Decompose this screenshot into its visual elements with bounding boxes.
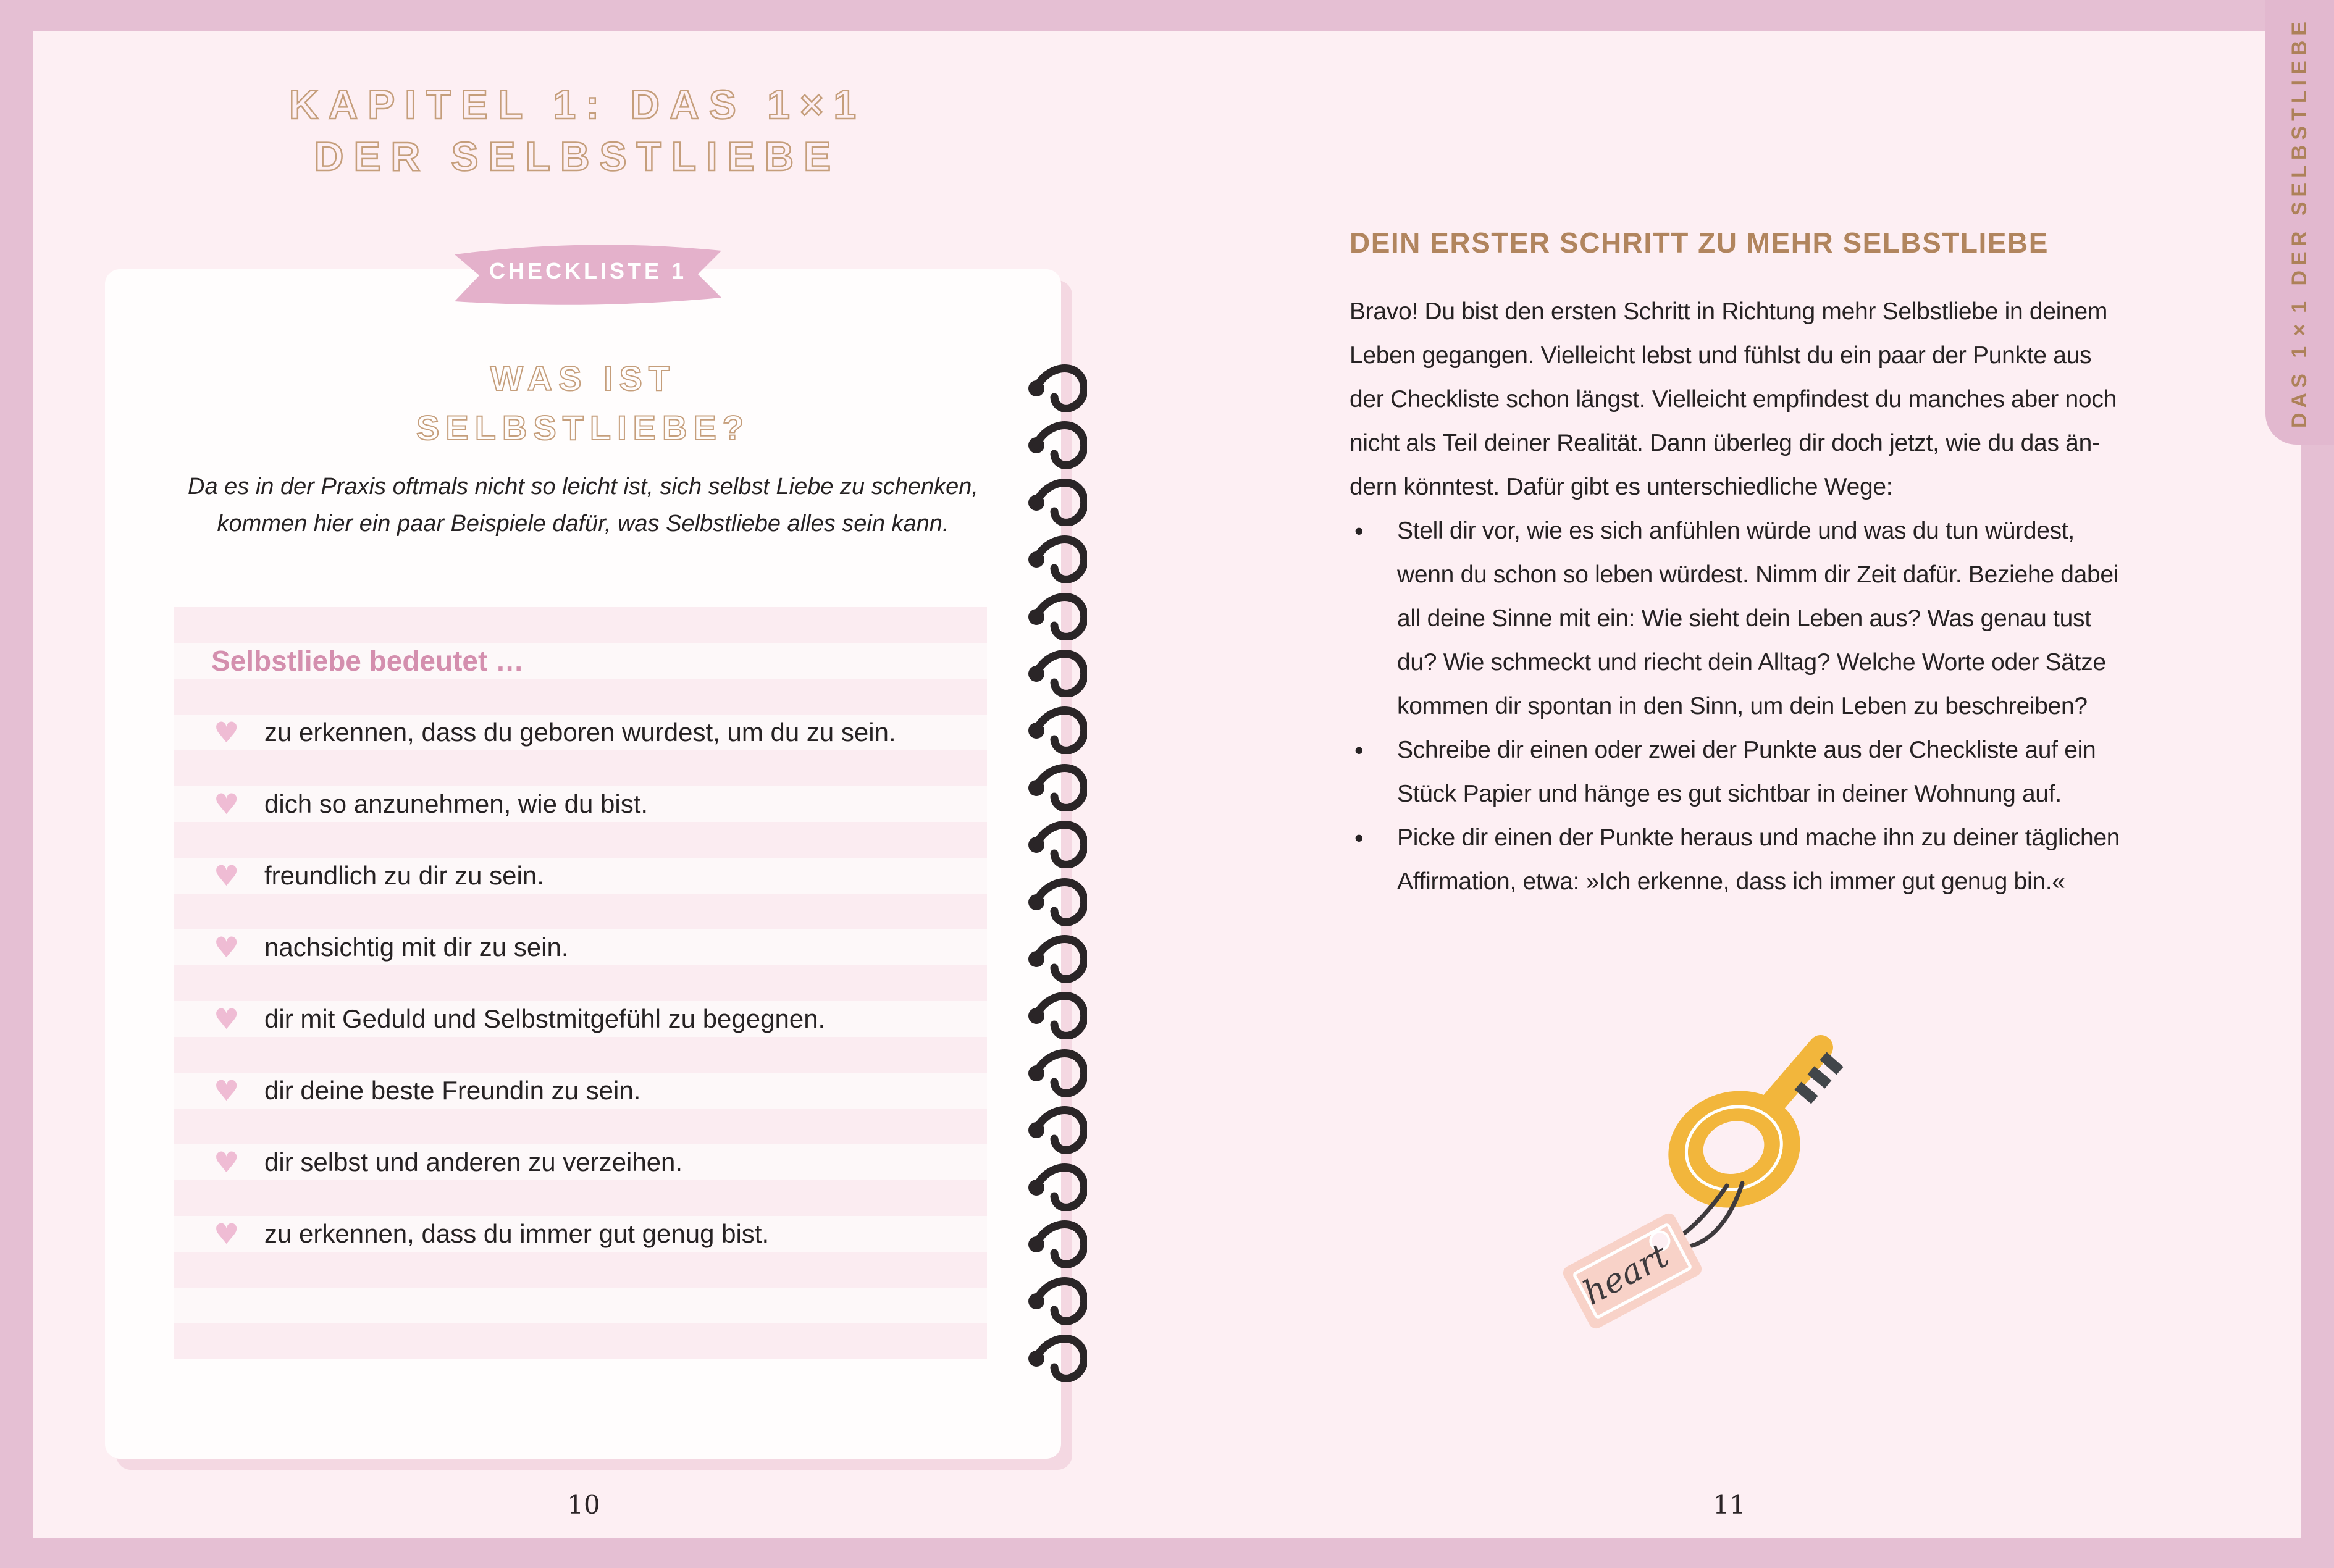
body-line-text: nicht als Teil deiner Realität. Dann überleg dir doch jetzt, wie du das än- [1350, 430, 2100, 456]
body-line-text: Stell dir vor, wie es sich anfühlen würde und was du tun würdest, [1397, 518, 2075, 544]
chapter-title [114, 78, 1041, 182]
spiral-ring-icon [1028, 590, 1087, 640]
spiral-ring-icon [1028, 703, 1087, 754]
spiral-ring-icon [1028, 418, 1087, 469]
heart-icon: ♥ [214, 787, 240, 821]
chapter-title-line2: DER SELBSTLIEBE [314, 133, 841, 179]
bullet-marker: • [1354, 516, 1364, 545]
checklist-row [174, 929, 987, 965]
checklist-row [174, 786, 987, 822]
side-tab-label: DAS 1×1 DER SELBSTLIEBE [2288, 17, 2311, 428]
spiral-ring-icon [1028, 532, 1087, 583]
spiral-ring-icon [1028, 647, 1087, 697]
checklist-item-text: nachsichtig mit dir zu sein. [264, 933, 569, 962]
checklist-card [105, 269, 1061, 1459]
bullet-line [1350, 772, 2189, 816]
spiral-ring-icon [1028, 1217, 1087, 1268]
bullet-marker: • [1354, 823, 1364, 852]
checkliste-ribbon [451, 238, 725, 306]
body-line-text: Stück Papier und hänge es gut sichtbar in deiner Wohnung auf. [1397, 781, 2062, 807]
checklist-row [174, 1216, 987, 1252]
chapter-side-tab [2265, 0, 2334, 445]
heart-icon: ♥ [214, 859, 240, 892]
spiral-ring-icon [1028, 989, 1087, 1039]
chapter-title-line1: KAPITEL 1: DAS 1×1 [288, 82, 867, 127]
bullet-line [1350, 816, 2189, 860]
heart-icon: ♥ [214, 1217, 240, 1251]
heart-icon: ♥ [214, 931, 240, 964]
checklist-item-text: dir mit Geduld und Selbstmitgefühl zu begegnen. [264, 1004, 826, 1033]
key-illustration [1556, 1025, 2013, 1383]
paragraph-line [1350, 377, 2189, 421]
spiral-ring-icon [1028, 875, 1087, 926]
bullet-line [1350, 509, 2189, 553]
heart-tag [1561, 1211, 1705, 1331]
checklist-row [174, 1001, 987, 1037]
checklist [174, 607, 987, 1359]
paragraph-line [1350, 421, 2189, 465]
page-spread [33, 31, 2301, 1538]
checklist-item-text: dir deine beste Freundin zu sein. [264, 1076, 641, 1105]
body-line-text: all deine Sinne mit ein: Wie sieht dein Leben aus? Was genau tust [1397, 605, 2091, 632]
body-line-text: Picke dir einen der Punkte heraus und mache ihn zu deiner täglichen [1397, 824, 2120, 851]
checklist-row [174, 858, 987, 894]
spiral-ring-icon [1028, 1046, 1087, 1097]
checklist-header: Selbstliebe bedeutet … [211, 645, 524, 677]
card-intro-line2: kommen hier ein paar Beispiele dafür, was Selbstliebe alles sein kann. [217, 511, 949, 537]
body-line-text: dern könntest. Dafür gibt es unterschiedliche Wege: [1350, 474, 1893, 500]
checklist-row [174, 1144, 987, 1180]
body-line-text: Affirmation, etwa: »Ich erkenne, dass ich immer gut genug bin.« [1397, 868, 2065, 895]
card-title-line2: SELBSTLIEBE? [416, 408, 750, 447]
checklist-item-text: freundlich zu dir zu sein. [264, 861, 544, 890]
paragraph-line [1350, 333, 2189, 377]
checklist-item-text: dich so anzunehmen, wie du bist. [264, 789, 649, 818]
spiral-ring-icon [1028, 1160, 1087, 1211]
bullet-marker: • [1354, 736, 1364, 765]
body-line-text: kommen dir spontan in den Sinn, um dein Leben zu beschreiben? [1397, 693, 2088, 719]
paragraph-line [1350, 290, 2189, 333]
bullet-line [1350, 860, 2189, 903]
heart-tag-label: heart [1576, 1236, 1675, 1313]
body-line-text: Schreibe dir einen oder zwei der Punkte aus der Checkliste auf ein [1397, 737, 2096, 763]
body-line-text: wenn du schon so leben würdest. Nimm dir Zeit dafür. Beziehe dabei [1397, 561, 2119, 588]
body-text [1350, 290, 2189, 903]
spiral-ring-icon [1028, 361, 1087, 412]
spiral-ring-icon [1028, 761, 1087, 811]
page-number-right: 11 [1713, 1490, 1746, 1520]
spiral-ring-icon [1028, 476, 1087, 526]
body-line-text: Leben gegangen. Vielleicht lebst und fühlst du ein paar der Punkte aus [1350, 342, 2092, 369]
bullet-line [1350, 684, 2189, 728]
body-line-text: Bravo! Du bist den ersten Schritt in Richtung mehr Selbstliebe in deinem [1350, 298, 2108, 325]
card-intro [142, 468, 1024, 542]
card-intro-line1: Da es in der Praxis oftmals nicht so leicht ist, sich selbst Liebe zu schenken, [188, 474, 978, 500]
bullet-line [1350, 597, 2189, 640]
spiral-ring-icon [1028, 1274, 1087, 1325]
card-title-line1: WAS IST [490, 359, 676, 398]
card-title [105, 354, 1061, 453]
checklist-row [174, 1073, 987, 1109]
spiral-ring-icon [1028, 1103, 1087, 1154]
checklist-item-text: zu erkennen, dass du immer gut genug bist. [264, 1219, 770, 1248]
bullet-line [1350, 728, 2189, 772]
section-heading: DEIN ERSTER SCHRITT ZU MEHR SELBSTLIEBE [1350, 227, 2049, 259]
checklist-item-text: zu erkennen, dass du geboren wurdest, um du zu sein. [264, 718, 896, 747]
spiral-ring-icon [1028, 932, 1087, 983]
paragraph-line [1350, 465, 2189, 509]
heart-icon: ♥ [214, 1002, 240, 1036]
spiral-ring-icon [1028, 818, 1087, 868]
bullet-line [1350, 553, 2189, 597]
checklist-row [174, 715, 987, 750]
ribbon-label: CHECKLISTE 1 [489, 258, 687, 283]
body-line-text: du? Wie schmeckt und riecht dein Alltag? Welche Worte oder Sätze [1397, 649, 2106, 676]
checklist-item-text: dir selbst und anderen zu verzeihen. [264, 1147, 683, 1176]
body-line-text: der Checkliste schon längst. Vielleicht empfindest du manches aber noch [1350, 386, 2117, 413]
heart-icon: ♥ [214, 716, 240, 749]
heart-icon: ♥ [214, 1146, 240, 1179]
heart-icon: ♥ [214, 1074, 240, 1107]
spiral-ring-icon [1028, 1331, 1087, 1382]
page-number-left: 10 [567, 1490, 600, 1520]
bullet-line [1350, 640, 2189, 684]
